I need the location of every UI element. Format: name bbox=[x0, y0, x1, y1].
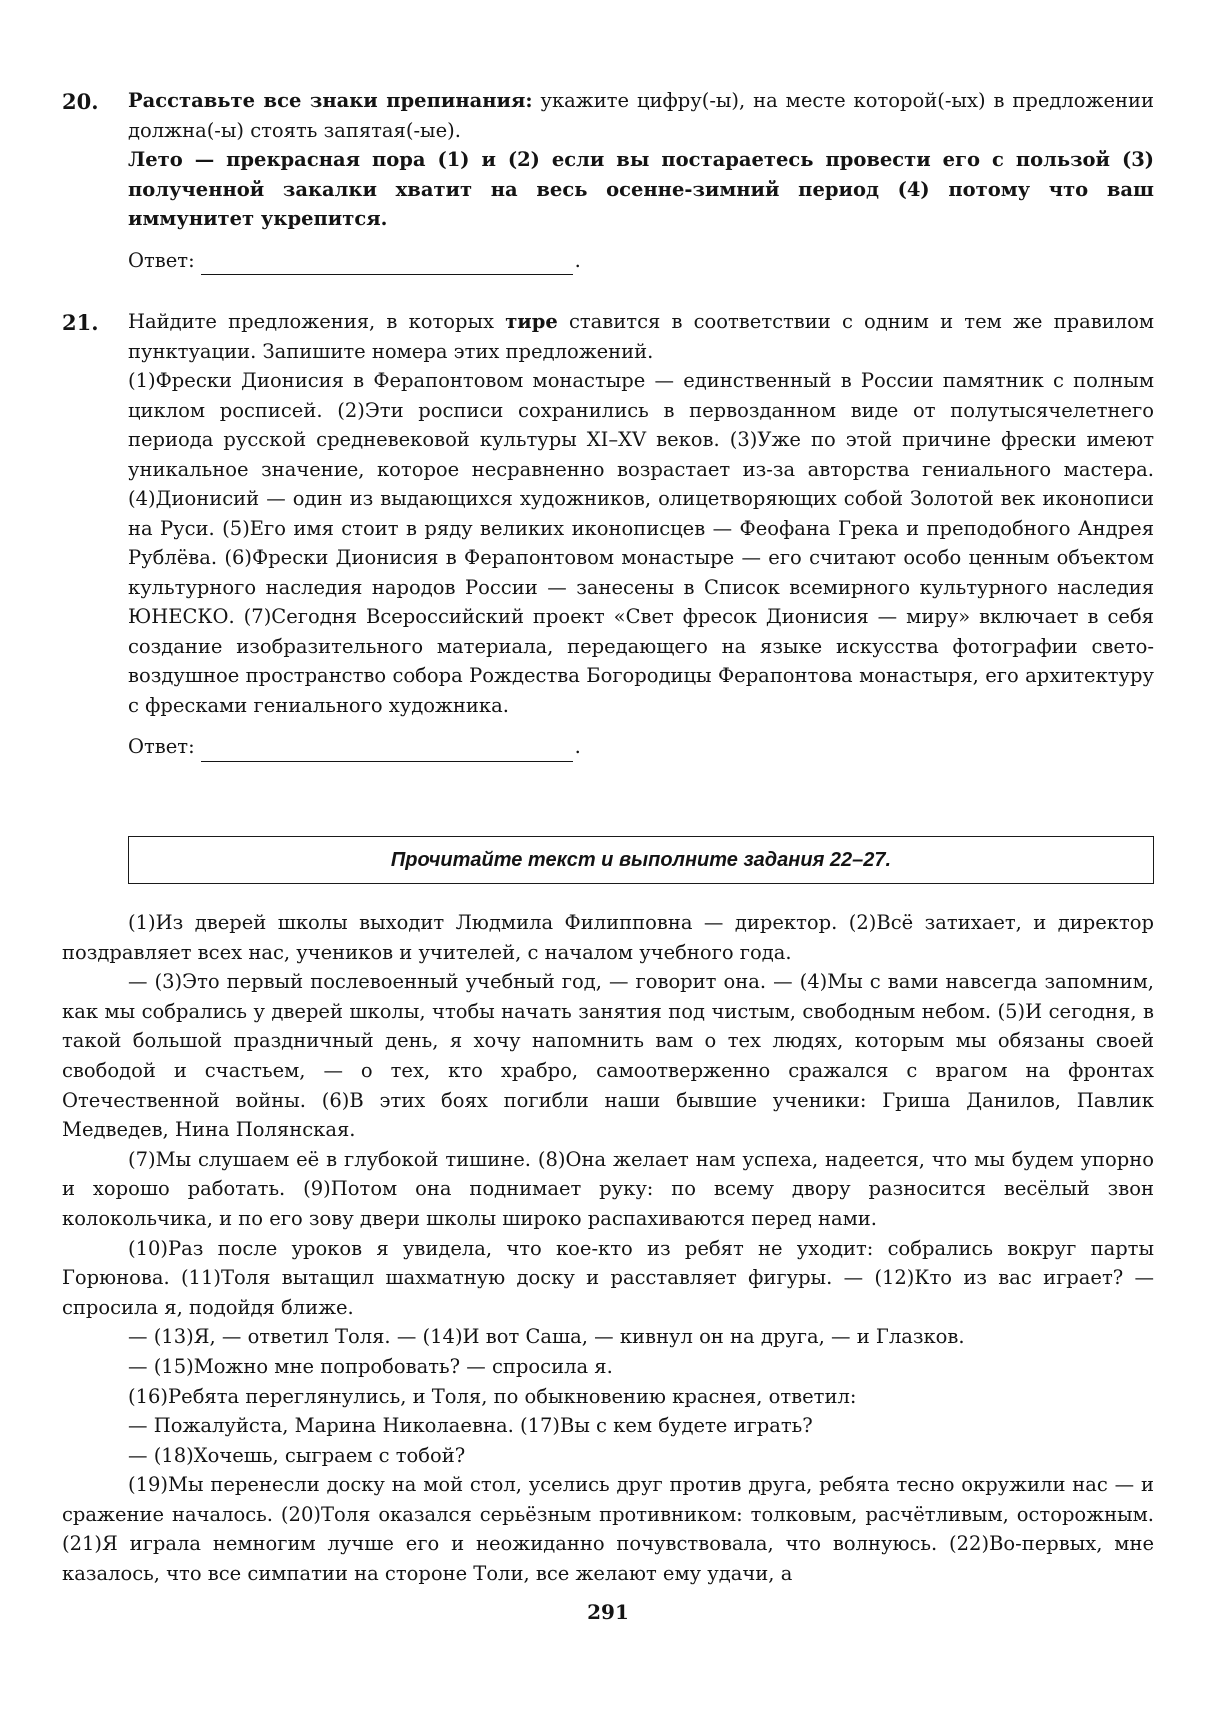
instruction-text: укажите цифру(-ы), на месте которой(-ых) в предложении должна(-ы) стоять запятая(-ые). bbox=[128, 89, 1154, 142]
reading-paragraph: — (15)Можно мне попробовать? — спросила я. bbox=[128, 1354, 613, 1378]
task-20 bbox=[62, 86, 1154, 275]
answer-field[interactable] bbox=[201, 254, 573, 275]
reading-paragraph: (16)Ребята переглянулись, и Толя, по обыкновению краснея, ответил: bbox=[128, 1384, 857, 1408]
answer-label: Ответ: bbox=[128, 735, 195, 758]
task-number: 21. bbox=[62, 310, 99, 335]
task-instruction bbox=[128, 307, 1154, 366]
instruction-text-b: ставится в соответствии с одним и тем же правилом пунктуации. Запишите номера этих предложений. bbox=[128, 310, 1154, 363]
task-passage: (1)Фрески Дионисия в Ферапонтовом монастыре — единственный в России памятник с полным циклом росписей. (2)Эти росписи сохранились в первозданном виде от полутысячелетнего периода русской средневековой культуры XI–XV веков. (3)Уже по этой причине фрески имеют уникальное значение, которое несравненно возрастает из-за авторства гениального мастера. (4)Дионисий — один из выдающихся художников, олицетворяющих собой Золотой век иконописи на Руси. (5)Его имя стоит в ряду великих иконописцев — Феофана Грека и преподобного Андрея Рублёва. (6)Фрески Дионисия в Ферапонтовом монастыре — его считают особо ценным объектом культурного наследия народов России — занесены в Список всемирного культурного наследия ЮНЕСКО. (7)Сегодня Всероссийский проект «Свет фресок Дионисия — миру» включает в себя создание изобразительного материала, передающего на языке искусства фотографии свето-воздушное пространство собора Рождества Богородицы Ферапонтова монастыря, его архитектуру с фресками гениального художника. bbox=[128, 369, 1154, 717]
reading-paragraph: (19)Мы перенесли доску на мой стол, уселись друг против друга, ребята тесно окружили нас — и сражение началось. (20)Толя оказался серьёзным противником: толковым, расчётливым, осторожным. (21)Я играла немногим лучше его и неожиданно почувствовала, что волнуюсь. (22)Во-первых, мне казалось, что все симпатии на стороне Толи, все желают ему удачи, а bbox=[62, 1473, 1154, 1586]
instruction-text-a: Найдите предложения, в которых bbox=[128, 310, 506, 333]
reading-paragraph: — (18)Хочешь, сыграем с тобой? bbox=[128, 1443, 466, 1467]
answer-label: Ответ: bbox=[128, 248, 195, 272]
reading-paragraph: (10)Раз после уроков я увидела, что кое-кто из ребят не уходит: собрались вокруг парты Горюнова. (11)Толя вытащил шахматную доску и расставляет фигуры. — (12)Кто из вас играет? — спросила я, подойдя ближе. bbox=[62, 1236, 1154, 1319]
answer-field[interactable] bbox=[201, 741, 573, 762]
reading-paragraph: — (3)Это первый послевоенный учебный год, — говорит она. — (4)Мы с вами навсегда запомним, как мы собрались у дверей школы, чтобы начать занятия под чистым, свободным небом. (5)И сегодня, в такой большой праздничный день, я хочу напомнить вам о тех людях, которым мы обязаны своей свободой и счастьем, — о тех, кто храбро, самоотверженно сражался с врагом на фронтах Отечественной войны. (6)В этих боях погибли наши бывшие ученики: Гриша Данилов, Павлик Медведев, Нина Полянская. bbox=[62, 970, 1154, 1142]
reading-paragraph: (1)Из дверей школы выходит Людмила Филипповна — директор. (2)Всё затихает, и директор поздравляет всех нас, учеников и учителей, с началом учебного года. bbox=[62, 911, 1154, 964]
reading-paragraph: — Пожалуйста, Марина Николаевна. (17)Вы с кем будете играть? bbox=[128, 1414, 813, 1438]
instruction-bold: Расставьте все знаки препинания: bbox=[128, 89, 533, 112]
answer-dot: . bbox=[574, 735, 581, 758]
answer-row bbox=[128, 246, 1154, 276]
example-sentence: Лето — прекрасная пора (1) и (2) если вы постараетесь провести его с пользой (3) полученной закалки хватит на весь осенне-зимний период (4) потому что ваш иммунитет укрепится. bbox=[128, 148, 1154, 230]
task-instruction bbox=[128, 86, 1154, 145]
reading-instructions-banner: Прочитайте текст и выполните задания 22–27. bbox=[128, 836, 1154, 884]
reading-paragraph: — (13)Я, — ответил Толя. — (14)И вот Саша, — кивнул он на друга, — и Глазков. bbox=[128, 1325, 965, 1349]
answer-dot: . bbox=[574, 248, 581, 272]
answer-row bbox=[128, 732, 1154, 762]
page-number: 291 bbox=[587, 1600, 629, 1624]
reading-paragraph: (7)Мы слушаем её в глубокой тишине. (8)Она желает нам успеха, надеется, что мы будем упорно и хорошо работать. (9)Потом она поднимает руку: по всему двору разносится весёлый звон колокольчика, и по его зову двери школы широко распахиваются перед нами. bbox=[62, 1147, 1154, 1230]
task-number: 20. bbox=[62, 89, 99, 114]
instruction-bold: тире bbox=[505, 310, 558, 333]
task-21 bbox=[62, 307, 1154, 762]
reading-text bbox=[62, 908, 1154, 1589]
